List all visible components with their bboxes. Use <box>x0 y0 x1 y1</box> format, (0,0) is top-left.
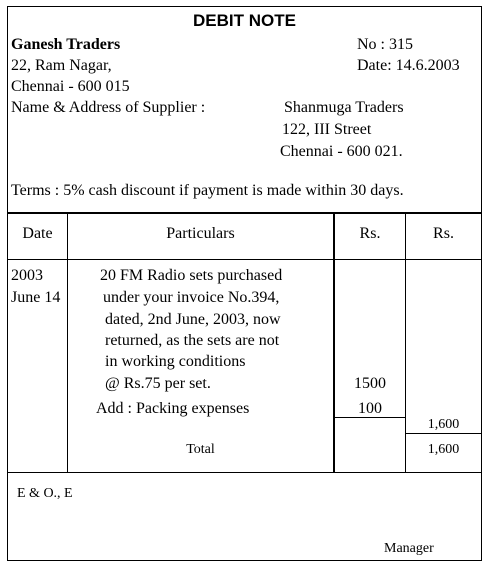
amount-packing: 100 <box>358 400 382 417</box>
table-bottom-border <box>8 472 481 473</box>
packing-expenses-label: Add : Packing expenses <box>96 400 250 417</box>
signatory-manager: Manager <box>384 541 434 556</box>
document-title: DEBIT NOTE <box>193 11 296 30</box>
total-label: Total <box>186 442 215 457</box>
supplier-address-line2: Chennai - 600 021. <box>280 143 403 160</box>
note-date: Date: 14.6.2003 <box>357 57 460 74</box>
entry-date-year: 2003 <box>11 267 43 284</box>
supplier-label: Name & Address of Supplier : <box>11 99 206 116</box>
particulars-line: dated, 2nd June, 2003, now <box>105 311 281 328</box>
table-header-divider <box>8 259 481 260</box>
terms-text: Terms : 5% cash discount if payment is made within 30 days. <box>11 182 404 199</box>
sender-address-line2: Chennai - 600 015 <box>11 78 130 95</box>
sender-name: Ganesh Traders <box>11 36 121 53</box>
particulars-line: 20 FM Radio sets purchased <box>100 267 283 284</box>
particulars-column-divider <box>333 213 335 472</box>
header-date: Date <box>22 225 53 242</box>
supplier-address-line1: 122, III Street <box>282 121 372 138</box>
subtotal-amount: 1,600 <box>427 417 460 432</box>
particulars-line: @ Rs.75 per set. <box>105 375 211 392</box>
particulars-line: in working conditions <box>105 353 246 370</box>
header-amount-1: Rs. <box>359 225 381 242</box>
date-column-divider <box>67 213 68 472</box>
supplier-name: Shanmuga Traders <box>284 99 404 116</box>
sender-address-line1: 22, Ram Nagar, <box>11 57 112 74</box>
errors-omissions-excepted: E & O., E <box>17 486 73 501</box>
particulars-line: returned, as the sets are not <box>105 332 280 349</box>
amount-goods: 1500 <box>354 375 386 392</box>
note-number: No : 315 <box>357 36 413 53</box>
header-particulars: Particulars <box>166 225 235 242</box>
entry-date-day: June 14 <box>11 289 61 306</box>
table-top-border <box>8 212 481 214</box>
particulars-line: under your invoice No.394, <box>103 289 280 306</box>
total-amount: 1,600 <box>427 442 460 457</box>
header-amount-2: Rs. <box>433 225 454 242</box>
debit-note <box>7 6 482 561</box>
